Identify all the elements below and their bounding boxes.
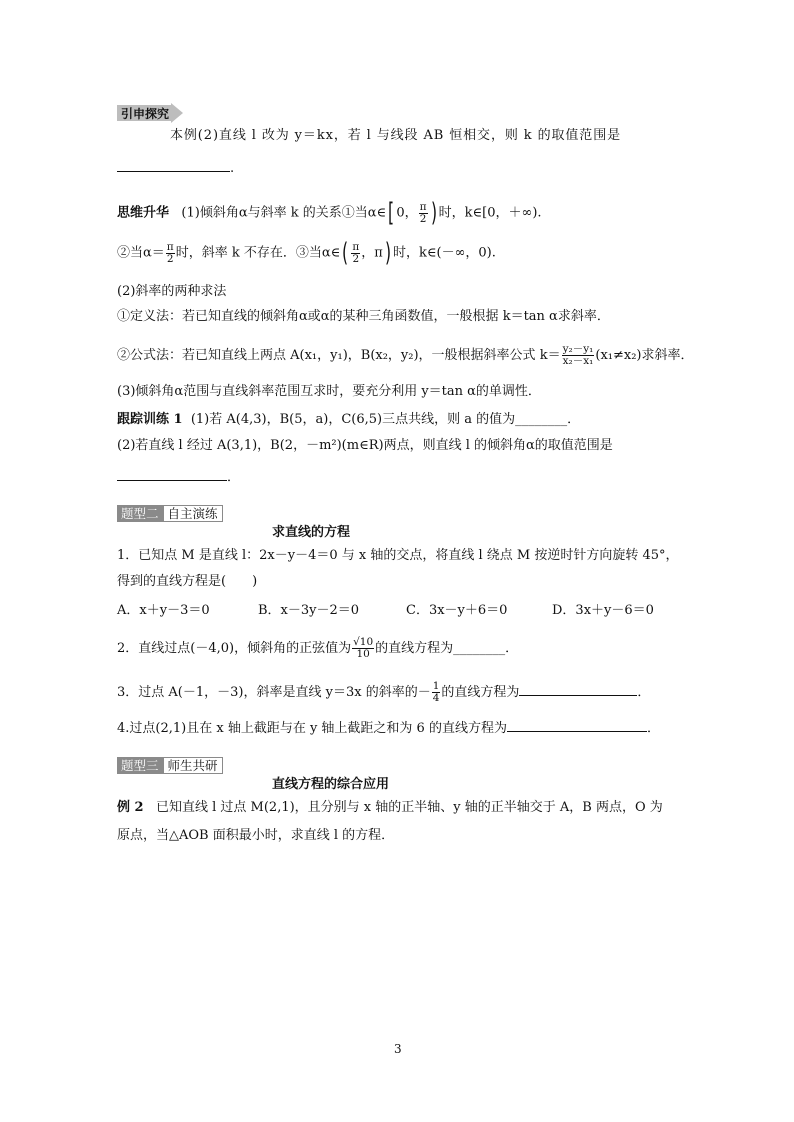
practice-q2-line1: (2)若直线 l 经过 A(3,1)，B(2，－m²)(m∈R)两点，则直线 l 的倾斜角α的取值范围是 xyxy=(117,438,613,453)
fraction-sqrt10-over-10: $\frac{√10}{10}$ xyxy=(353,636,374,660)
example2-line1: 例 2 已知直线 l 过点 M(2,1)，且分别与 x 轴的正半轴、y 轴的正半轴交于 A，B 两点，O 为 xyxy=(117,800,663,815)
answer-blank xyxy=(519,681,637,696)
answer-blank xyxy=(117,157,230,172)
section-tag-light: 自主演练 xyxy=(163,505,223,522)
summary-line6: (3)倾斜角α范围与直线斜率范围互求时，要充分利用 y＝tan α的单调性． xyxy=(117,384,541,399)
extension-question-line1: 本例(2)直线 l 改为 y＝kx，若 l 与线段 AB 恒相交，则 k 的取值范围是 xyxy=(170,128,621,143)
fraction-pi-over-2: $\frac{\pi}{2}$ xyxy=(352,240,360,265)
practice-q1: 跟踪训练 1 (1)若 A(4,3)，B(5，a)，C(6,5)三点共线，则 a 的值为________． xyxy=(117,412,581,427)
section-heading-type2: 求直线的方程 xyxy=(272,525,351,540)
problem1-option-b: B．x－3y－2＝0 xyxy=(258,603,360,618)
problem3: 3．过点 A(－1，－3)，斜率是直线 y＝3x 的斜率的－ $\frac{1}{4}$ 的直线方程为 ． xyxy=(117,680,651,704)
extension-label-text: 引申探究 xyxy=(121,107,170,121)
section-heading-type3: 直线方程的综合应用 xyxy=(272,777,390,792)
section-tag-dark: 题型三 xyxy=(117,757,163,774)
practice-title: 跟踪训练 1 xyxy=(117,412,183,427)
extension-label xyxy=(117,103,183,123)
summary-line1: 思维升华 (1)倾斜角α与斜率 k 的关系①当α∈[ 0， $\frac{\pi}{2}$ ) 时，k∈[0，＋∞). xyxy=(117,198,542,228)
answer-blank xyxy=(117,466,227,481)
summary-line5: ②公式法：若已知直线上两点 A(x₁，y₁)，B(x₂，y₂)，一般根据斜率公式 k＝ $\frac{\text{y₂－y₁}}{\text{x₂－x₁}}$ (x₁≠x₂)求斜率． xyxy=(117,343,694,367)
section-tag-type3 xyxy=(117,757,223,774)
problem1-option-a: A．x＋y－3＝0 xyxy=(117,603,210,618)
problem1-option-d: D．3x＋y－6＝0 xyxy=(552,603,654,618)
fraction-pi-over-2: $\frac{\pi}{2}$ xyxy=(166,240,174,265)
extension-question-line2: . xyxy=(117,157,234,178)
example2-line2: 原点，当△AOB 面积最小时，求直线 l 的方程． xyxy=(117,828,395,843)
problem4: 4.过点(2,1)且在 x 轴上截距与在 y 轴上截距之和为 6 的直线方程为 ． xyxy=(117,717,660,738)
problem1-line2: 得到的直线方程是( ) xyxy=(117,574,258,589)
answer-blank xyxy=(507,717,647,732)
summary-line2: ②当α＝ $\frac{\pi}{2}$ 时，斜率 k 不存在．③当α∈( $\frac{\pi}{2}$ ，π) 时，k∈(－∞，0). xyxy=(117,238,496,268)
section-tag-light: 师生共研 xyxy=(163,757,223,774)
section-tag-type2 xyxy=(117,505,223,522)
fraction-one-quarter: $\frac{1}{4}$ xyxy=(432,680,440,704)
problem1-option-c: C．3x－y＋6＝0 xyxy=(406,603,508,618)
summary-line3: (2)斜率的两种求法 xyxy=(117,284,227,299)
problem2: 2．直线过点(－4,0)，倾斜角的正弦值为 $\frac{√10}{10}$ 的直线方程为________． xyxy=(117,636,519,660)
problem1-line1: 1．已知点 M 是直线 l：2x－y－4＝0 与 x 轴的交点，将直线 l 绕点 M 按逆时针方向旋转 45°， xyxy=(117,548,679,563)
example-label: 例 2 xyxy=(117,800,144,815)
section-tag-dark: 题型二 xyxy=(117,505,163,522)
summary-line4: ①定义法：若已知直线的倾斜角α或α的某种三角函数值，一般根据 k＝tan α求斜率． xyxy=(117,309,610,324)
fraction-pi-over-2: $\frac{\pi}{2}$ xyxy=(419,200,427,225)
page-number: 3 xyxy=(394,1042,402,1056)
summary-title: 思维升华 xyxy=(117,205,170,221)
practice-q2-line2: ． xyxy=(117,466,240,487)
slope-formula-fraction: $\frac{\text{y₂－y₁}}{\text{x₂－x₁}}$ xyxy=(562,343,594,367)
